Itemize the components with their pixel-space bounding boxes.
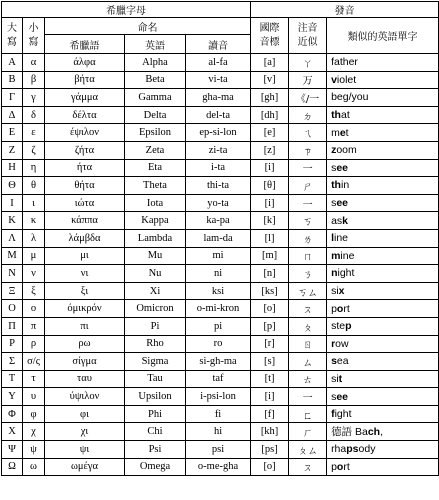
- cell-word: port: [327, 458, 439, 476]
- highlighted-sound: p: [345, 320, 352, 333]
- table-row: [2, 89, 439, 107]
- cell-word: violet: [327, 71, 439, 89]
- cell-word: line: [327, 229, 439, 247]
- cell-word: ask: [327, 212, 439, 230]
- highlighted-sound: o: [336, 460, 344, 473]
- cell-ipa: [n]: [251, 265, 289, 283]
- cell-lower: γ: [23, 89, 45, 107]
- table-row: [2, 71, 439, 89]
- cell-zhuyin: ㄉ: [289, 106, 327, 124]
- cell-zhuyin: 《/一: [289, 89, 327, 107]
- cell-lower: μ: [23, 247, 45, 265]
- cell-upper: Ο: [2, 300, 23, 318]
- cell-english: Omicron: [125, 300, 186, 318]
- cell-reading: gha-ma: [186, 89, 251, 107]
- cell-lower: ρ: [23, 335, 45, 353]
- cell-lower: χ: [23, 423, 45, 441]
- cell-english: Chi: [125, 423, 186, 441]
- header-pron-group: 發音: [251, 2, 439, 18]
- cell-ipa: [p]: [251, 317, 289, 335]
- cell-upper: Β: [2, 71, 23, 89]
- cell-reading: psi: [186, 441, 251, 459]
- table-row: [2, 229, 439, 247]
- cell-ipa: [t]: [251, 370, 289, 388]
- cell-ipa: [a]: [251, 54, 289, 72]
- cell-upper: Κ: [2, 212, 23, 230]
- cell-ipa: [o]: [251, 300, 289, 318]
- cell-upper: Γ: [2, 89, 23, 107]
- cell-ipa: [m]: [251, 247, 289, 265]
- cell-zhuyin: 一: [289, 159, 327, 177]
- cell-english: Mu: [125, 247, 186, 265]
- cell-english: Pi: [125, 317, 186, 335]
- cell-ipa: [dh]: [251, 106, 289, 124]
- cell-reading: o-me-gha: [186, 458, 251, 476]
- table-row: [2, 212, 439, 230]
- cell-greek: χι: [45, 423, 125, 441]
- highlighted-sound: m: [331, 249, 341, 262]
- highlighted-sound: th: [331, 109, 341, 122]
- cell-zhuyin: ㄡ: [289, 300, 327, 318]
- cell-english: Rho: [125, 335, 186, 353]
- cell-reading: ni: [186, 265, 251, 283]
- table-body: [2, 54, 439, 476]
- header-ipa: [251, 18, 289, 54]
- cell-upper: Ψ: [2, 441, 23, 459]
- cell-zhuyin: ㄌ: [289, 229, 327, 247]
- header-lower-label: 小寫: [28, 22, 39, 48]
- cell-word: sea: [327, 353, 439, 371]
- cell-greek: όμικρόν: [45, 300, 125, 318]
- highlighted-sound: ee: [336, 390, 348, 403]
- cell-zhuyin: 一: [289, 388, 327, 406]
- header-ipa-label: 國際音標: [259, 22, 280, 48]
- cell-zhuyin: ㄊ: [289, 370, 327, 388]
- header-upper: [2, 18, 23, 54]
- cell-upper: Π: [2, 317, 23, 335]
- cell-word: row: [327, 335, 439, 353]
- cell-ipa: [i]: [251, 194, 289, 212]
- cell-lower: λ: [23, 229, 45, 247]
- header-greek-spelling: 希臘語: [45, 35, 125, 54]
- cell-lower: ζ: [23, 141, 45, 159]
- cell-upper: Σ: [2, 353, 23, 371]
- highlighted-sound: r: [331, 337, 336, 350]
- table-row: [2, 458, 439, 476]
- cell-reading: o-mi-kron: [186, 300, 251, 318]
- cell-english: Sigma: [125, 353, 186, 371]
- header-upper-label: 大寫: [7, 22, 17, 48]
- cell-ipa: [kh]: [251, 423, 289, 441]
- highlighted-sound: k: [342, 214, 348, 227]
- highlighted-sound: l: [331, 232, 334, 245]
- table-row: [2, 265, 439, 283]
- cell-zhuyin: ㄋ: [289, 265, 327, 283]
- header-naming: 命名: [45, 18, 251, 35]
- cell-greek: ωμέγα: [45, 458, 125, 476]
- cell-english: Gamma: [125, 89, 186, 107]
- table-row: [2, 335, 439, 353]
- cell-word: that: [327, 106, 439, 124]
- table-row: [2, 388, 439, 406]
- cell-upper: Υ: [2, 388, 23, 406]
- cell-zhuyin: ㄏ: [289, 423, 327, 441]
- cell-word: see: [327, 159, 439, 177]
- table-row: [2, 159, 439, 177]
- cell-ipa: [f]: [251, 405, 289, 423]
- cell-english: Phi: [125, 405, 186, 423]
- cell-reading: del-ta: [186, 106, 251, 124]
- cell-lower: ω: [23, 458, 45, 476]
- cell-lower: τ: [23, 370, 45, 388]
- table-row: [2, 54, 439, 72]
- cell-zhuyin: 万: [289, 71, 327, 89]
- cell-lower: ν: [23, 265, 45, 283]
- cell-ipa: [v]: [251, 71, 289, 89]
- header-reading: 讀音: [186, 35, 251, 54]
- cell-english: Xi: [125, 282, 186, 300]
- cell-greek: ρω: [45, 335, 125, 353]
- cell-lower: ι: [23, 194, 45, 212]
- header-zhuyin-label: 注音近似: [297, 22, 318, 48]
- cell-word: father: [327, 54, 439, 72]
- cell-zhuyin: ㄖ: [289, 335, 327, 353]
- table-row: [2, 300, 439, 318]
- cell-upper: Λ: [2, 229, 23, 247]
- cell-greek: ήτα: [45, 159, 125, 177]
- cell-upper: Α: [2, 54, 23, 72]
- cell-greek: έψιλον: [45, 124, 125, 142]
- cell-english: Nu: [125, 265, 186, 283]
- cell-zhuyin: ㄙ: [289, 353, 327, 371]
- table-row: [2, 247, 439, 265]
- cell-greek: φι: [45, 405, 125, 423]
- cell-reading: al-fa: [186, 54, 251, 72]
- cell-upper: Χ: [2, 423, 23, 441]
- cell-greek: ζήτα: [45, 141, 125, 159]
- cell-zhuyin: 一: [289, 194, 327, 212]
- cell-greek: ύψιλον: [45, 388, 125, 406]
- header-lower: [23, 18, 45, 54]
- cell-greek: λάμβδα: [45, 229, 125, 247]
- header-english: 英語: [125, 35, 186, 54]
- cell-lower: β: [23, 71, 45, 89]
- header-row-1: [2, 2, 439, 18]
- cell-lower: φ: [23, 405, 45, 423]
- highlighted-sound: s: [331, 355, 337, 368]
- cell-greek: άλφα: [45, 54, 125, 72]
- cell-upper: Η: [2, 159, 23, 177]
- cell-word: beg/you: [327, 89, 439, 107]
- cell-english: Omega: [125, 458, 186, 476]
- cell-greek: κάππα: [45, 212, 125, 230]
- cell-ipa: [θ]: [251, 177, 289, 195]
- cell-ipa: [z]: [251, 141, 289, 159]
- cell-word: mine: [327, 247, 439, 265]
- cell-upper: Ω: [2, 458, 23, 476]
- table-row: [2, 124, 439, 142]
- cell-zhuyin: ㄚ: [289, 54, 327, 72]
- cell-reading: lam-da: [186, 229, 251, 247]
- cell-english: Eta: [125, 159, 186, 177]
- cell-word: rhapsody: [327, 441, 439, 459]
- cell-reading: zi-ta: [186, 141, 251, 159]
- cell-reading: vi-ta: [186, 71, 251, 89]
- cell-upper: Δ: [2, 106, 23, 124]
- cell-reading: ro: [186, 335, 251, 353]
- cell-zhuyin: ㄆ: [289, 317, 327, 335]
- cell-english: Psi: [125, 441, 186, 459]
- cell-word: night: [327, 265, 439, 283]
- cell-ipa: [i]: [251, 159, 289, 177]
- cell-reading: ka-pa: [186, 212, 251, 230]
- cell-lower: α: [23, 54, 45, 72]
- highlighted-sound: o: [336, 302, 344, 315]
- cell-reading: pi: [186, 317, 251, 335]
- cell-english: Upsilon: [125, 388, 186, 406]
- header-row-2: [2, 18, 439, 35]
- cell-zhuyin: ㄕ: [289, 177, 327, 195]
- cell-greek: ταυ: [45, 370, 125, 388]
- cell-ipa: [o]: [251, 458, 289, 476]
- cell-lower: υ: [23, 388, 45, 406]
- cell-word: see: [327, 388, 439, 406]
- cell-lower: θ: [23, 177, 45, 195]
- cell-reading: i-ta: [186, 159, 251, 177]
- header-letter-group: 希臘字母: [2, 2, 251, 18]
- cell-greek: ψι: [45, 441, 125, 459]
- cell-greek: ιώτα: [45, 194, 125, 212]
- table-row: [2, 282, 439, 300]
- cell-reading: i-psi-lon: [186, 388, 251, 406]
- table-row: [2, 317, 439, 335]
- cell-zhuyin: ㄈ: [289, 405, 327, 423]
- cell-upper: Τ: [2, 370, 23, 388]
- cell-lower: ψ: [23, 441, 45, 459]
- cell-english: Iota: [125, 194, 186, 212]
- highlighted-sound: t: [338, 372, 343, 385]
- cell-reading: ksi: [186, 282, 251, 300]
- cell-lower: κ: [23, 212, 45, 230]
- cell-english: Beta: [125, 71, 186, 89]
- cell-lower: ξ: [23, 282, 45, 300]
- cell-english: Tau: [125, 370, 186, 388]
- cell-upper: Ξ: [2, 282, 23, 300]
- cell-upper: Ρ: [2, 335, 23, 353]
- cell-reading: thi-ta: [186, 177, 251, 195]
- table-row: [2, 177, 439, 195]
- cell-greek: νι: [45, 265, 125, 283]
- cell-ipa: [e]: [251, 124, 289, 142]
- cell-reading: ep-si-lon: [186, 124, 251, 142]
- cell-upper: Φ: [2, 405, 23, 423]
- cell-reading: taf: [186, 370, 251, 388]
- cell-reading: fi: [186, 405, 251, 423]
- cell-greek: σίγμα: [45, 353, 125, 371]
- cell-word: met: [327, 124, 439, 142]
- cell-word: zoom: [327, 141, 439, 159]
- cell-ipa: [r]: [251, 335, 289, 353]
- cell-lower: ο: [23, 300, 45, 318]
- cell-english: Alpha: [125, 54, 186, 72]
- cell-zhuyin: ㄟ: [289, 124, 327, 142]
- cell-ipa: [k]: [251, 212, 289, 230]
- table-row: [2, 106, 439, 124]
- cell-word: see: [327, 194, 439, 212]
- cell-word: six: [327, 282, 439, 300]
- table-row: [2, 194, 439, 212]
- cell-word: thin: [327, 177, 439, 195]
- highlighted-sound: n: [331, 267, 338, 280]
- highlighted-sound: ch: [367, 426, 381, 439]
- cell-lower: η: [23, 159, 45, 177]
- cell-zhuyin: ㄆㄙ: [289, 441, 327, 459]
- highlighted-sound: ee: [336, 161, 348, 174]
- cell-greek: πι: [45, 317, 125, 335]
- cell-upper: Ε: [2, 124, 23, 142]
- greek-alphabet-table: [1, 1, 439, 476]
- cell-zhuyin: ㄎㄙ: [289, 282, 327, 300]
- cell-lower: δ: [23, 106, 45, 124]
- header-similar-word: 類似的英語單字: [327, 18, 439, 54]
- highlighted-sound: f: [331, 408, 335, 421]
- cell-ipa: [s]: [251, 353, 289, 371]
- cell-word: sit: [327, 370, 439, 388]
- cell-lower: σ/ς: [23, 353, 45, 371]
- cell-reading: si-gh-ma: [186, 353, 251, 371]
- cell-word: step: [327, 317, 439, 335]
- table-row: [2, 370, 439, 388]
- table-row: [2, 353, 439, 371]
- highlighted-sound: ps: [346, 443, 359, 456]
- highlighted-sound: v: [331, 73, 337, 86]
- cell-greek: δέλτα: [45, 106, 125, 124]
- cell-lower: π: [23, 317, 45, 335]
- cell-english: Delta: [125, 106, 186, 124]
- cell-upper: Μ: [2, 247, 23, 265]
- cell-zhuyin: ㄇ: [289, 247, 327, 265]
- cell-greek: βήτα: [45, 71, 125, 89]
- cell-word: fight: [327, 405, 439, 423]
- cell-reading: hi: [186, 423, 251, 441]
- cell-lower: ε: [23, 124, 45, 142]
- cell-english: Zeta: [125, 141, 186, 159]
- cell-reading: mi: [186, 247, 251, 265]
- cell-ipa: [ks]: [251, 282, 289, 300]
- cell-english: Epsilon: [125, 124, 186, 142]
- cell-english: Kappa: [125, 212, 186, 230]
- header-zhuyin: [289, 18, 327, 54]
- cell-ipa: [i]: [251, 388, 289, 406]
- cell-reading: yo-ta: [186, 194, 251, 212]
- highlighted-sound: z: [331, 144, 337, 157]
- cell-ipa: [ps]: [251, 441, 289, 459]
- highlighted-sound: x: [338, 285, 345, 298]
- highlighted-sound: ee: [336, 197, 348, 210]
- table-row: [2, 441, 439, 459]
- highlighted-sound: e: [339, 126, 346, 139]
- cell-greek: ξι: [45, 282, 125, 300]
- table-row: [2, 405, 439, 423]
- cell-ipa: [l]: [251, 229, 289, 247]
- cell-english: Lambda: [125, 229, 186, 247]
- cell-english: Theta: [125, 177, 186, 195]
- cell-greek: γάμμα: [45, 89, 125, 107]
- cell-greek: μι: [45, 247, 125, 265]
- table-row: [2, 141, 439, 159]
- cell-zhuyin: ㄡ: [289, 458, 327, 476]
- cell-upper: Θ: [2, 177, 23, 195]
- highlighted-sound: th: [331, 179, 341, 192]
- cell-word: 德語 Bach,: [327, 423, 439, 441]
- cell-zhuyin: ㄗ: [289, 141, 327, 159]
- cell-upper: Ζ: [2, 141, 23, 159]
- cell-word: port: [327, 300, 439, 318]
- table-row: [2, 423, 439, 441]
- cell-upper: Ι: [2, 194, 23, 212]
- cell-upper: Ν: [2, 265, 23, 283]
- cell-zhuyin: ㄎ: [289, 212, 327, 230]
- cell-ipa: [gh]: [251, 89, 289, 107]
- greek-alphabet-table-container: [1, 1, 439, 476]
- cell-greek: θήτα: [45, 177, 125, 195]
